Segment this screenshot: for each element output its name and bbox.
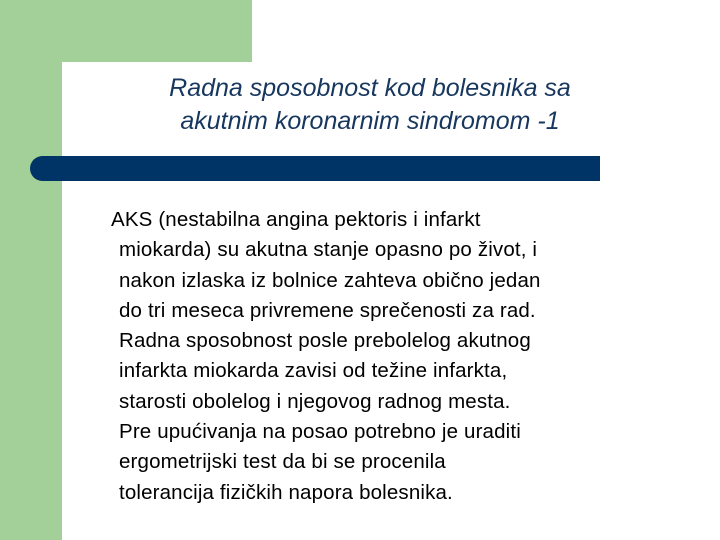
body-line: Radna sposobnost posle prebolelog akutnog xyxy=(119,329,531,353)
body-line: infarkta miokarda zavisi od težine infarkta, xyxy=(119,359,508,383)
body-line: ergometrijski test da bi se procenila xyxy=(119,450,446,474)
body-line: starosti obolelog i njegovog radnog mesta. xyxy=(119,389,511,413)
body-line: miokarda) su akutna stanje opasno po život, i xyxy=(119,238,538,262)
slide-body-text xyxy=(100,205,660,508)
slide-title-line-2: akutnim koronarnim sindromom -1 xyxy=(180,107,560,135)
body-line: tolerancija fizičkih napora bolesnika. xyxy=(119,480,453,504)
body-line: Pre upućivanja na posao potrebno je uraditi xyxy=(119,420,521,444)
body-line: nakon izlaska iz bolnice zahteva obično jedan xyxy=(119,268,541,292)
body-line: AKS (nestabilna angina pektoris i infarkt xyxy=(111,208,481,231)
body-line: do tri meseca privremene sprečenosti za rad. xyxy=(119,298,536,322)
slide-title xyxy=(80,72,660,138)
slide-title-line-1: Radna sposobnost kod bolesnika sa xyxy=(169,74,571,102)
title-divider-bar xyxy=(30,156,600,181)
decorative-green-band-left xyxy=(0,0,62,540)
